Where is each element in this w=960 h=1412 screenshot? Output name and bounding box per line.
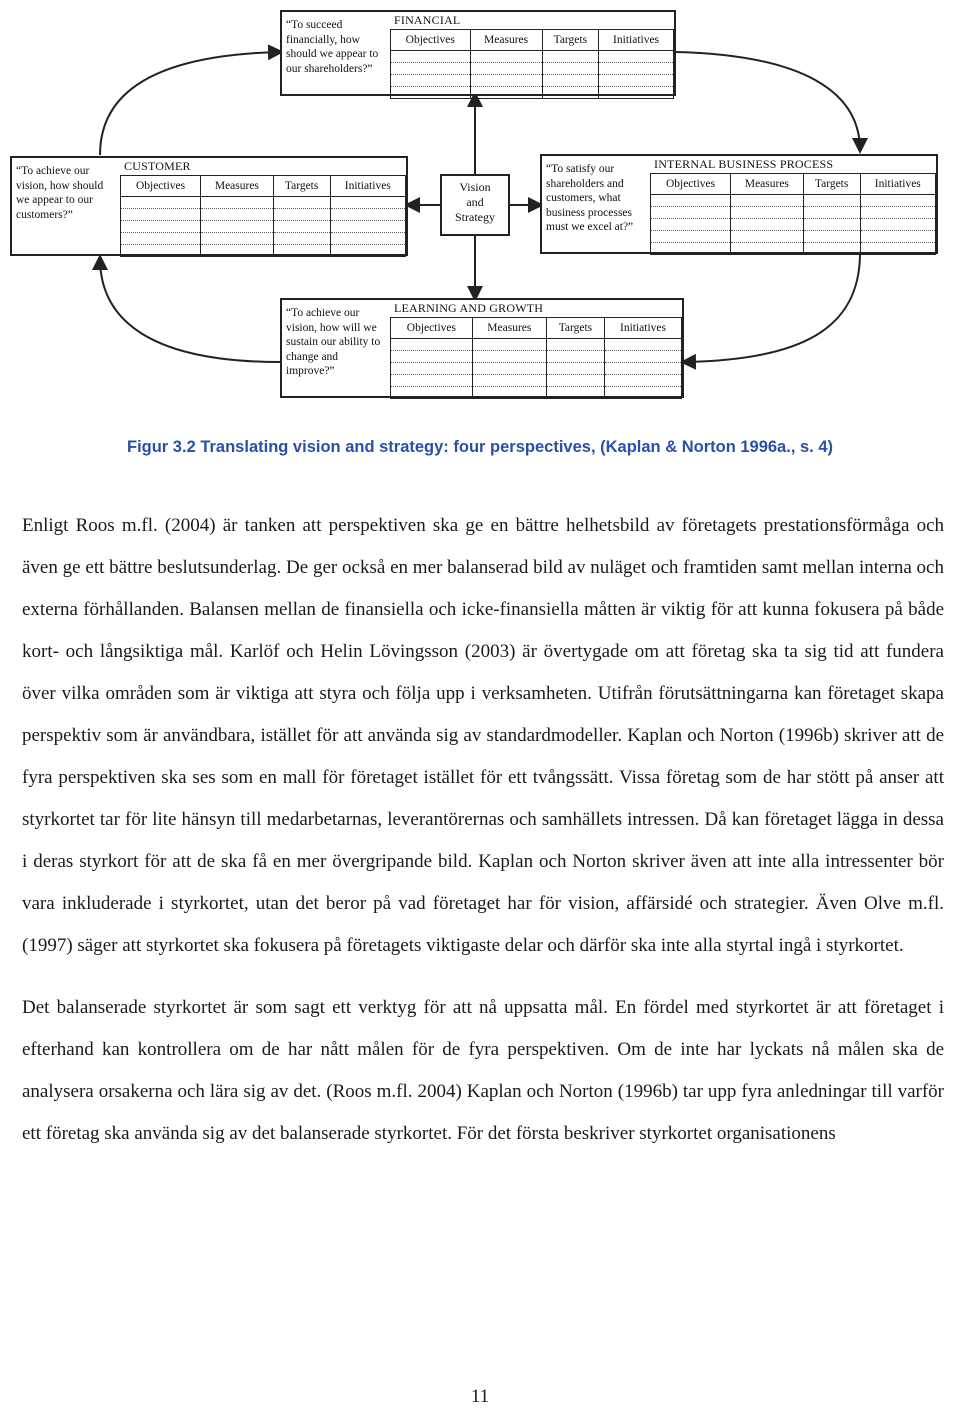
paragraph-1: Enligt Roos m.fl. (2004) är tanken att perspektiven ska ge en bättre helhetsbild av företagets prestationsförmåga och även ge ett bättre beslutsunderlag. De ger också en mer balanserad bild av nuläget och framtiden samt mellan interna och externa förhållanden. Balansen mellan de finansiella och icke-finansiella måtten är viktig för att kunna fokusera på både kort- och långsiktiga mål. Karlöf och Helin Lövingsson (2003) är övertygade om att företag ska ta sig tid att fundera över vilka områden som är viktiga att styra och följa upp i verksamheten. Utifrån förutsättningarna kan företaget skapa perspektiv som är användbara, istället för att använda sig av standardmodeller. Kaplan och Norton (1996b) skriver att de fyra perspektiven ska ses som en mall för företaget istället för ett tvångssätt. Vissa företag som de har stött på anser att styrkortet tar för lite hänsyn till medarbetarnas, leverantörernas och samhällets intressen. Då kan företaget lägga in dessa i deras styrkort för att de ska få en mer övergripande bild. Kaplan och Norton skriver även att inte alla intressenter bör vara inkluderade i styrkortet, utan det beror på vad företaget har för vision, affärsidé och strategier. Även Olve m.fl. (1997) säger att styrkortet ska fokusera på företagets viktigaste delar och därför ska inte alla styrtal ingå i styrkortet. (22, 515, 944, 956)
customer-col-targets: Targets (273, 176, 330, 197)
financial-perspective-card (280, 10, 676, 96)
customer-title: CUSTOMER (124, 159, 191, 173)
financial-col-initiatives: Initiatives (599, 30, 674, 51)
financial-col-objectives: Objectives (391, 30, 471, 51)
connector-learning-to-customer (100, 258, 280, 362)
internal-panel (650, 156, 936, 252)
learning-col-measures: Measures (472, 318, 546, 339)
vision-line-2: and (466, 195, 484, 209)
vision-strategy-box (440, 174, 510, 236)
internal-question: “To satisfy our shareholders and customers, what business processes must we excel at?” (546, 163, 634, 233)
internal-col-objectives: Objectives (651, 174, 731, 195)
financial-col-targets: Targets (542, 30, 599, 51)
customer-perspective-card (10, 156, 408, 256)
connector-financial-to-internal (676, 52, 860, 150)
body-text (22, 505, 944, 1155)
financial-table (390, 29, 674, 99)
vision-line-3: Strategy (455, 210, 495, 224)
customer-question: “To achieve our vision, how should we appear to our customers?” (16, 165, 104, 221)
learning-col-initiatives: Initiatives (604, 318, 681, 339)
internal-col-measures: Measures (731, 174, 804, 195)
learning-question: “To achieve our vision, how will we sustain our ability to change and improve?” (286, 307, 381, 377)
financial-col-measures: Measures (470, 30, 542, 51)
learning-table (390, 317, 682, 399)
internal-table (650, 173, 936, 255)
figure-caption: Figur 3.2 Translating vision and strategy: four perspectives, (Kaplan & Norton 1996a., s. 4) (126, 438, 834, 456)
connector-internal-to-learning (684, 253, 860, 362)
learning-title: LEARNING AND GROWTH (394, 301, 544, 315)
customer-col-objectives: Objectives (121, 176, 201, 197)
learning-col-objectives: Objectives (391, 318, 473, 339)
vision-line-1: Vision (459, 180, 491, 194)
customer-col-initiatives: Initiatives (330, 176, 405, 197)
learning-growth-perspective-card (280, 298, 684, 398)
financial-panel (390, 12, 674, 94)
learning-panel (390, 300, 682, 396)
financial-question: “To succeed financially, how should we appear to our shareholders?” (286, 19, 379, 75)
paragraph-2: Det balanserade styrkortet är som sagt ett verktyg för att nå uppsatta mål. En fördel med styrkortet är att företaget i efterhand kan kontrollera om de har nått målen för de fyra perspektiven. Om de inte har lyckats nå målen ska de analysera orsakerna och lära sig av det. (Roos m.fl. 2004) Kaplan och Norton (1996b) tar upp fyra anledningar till varför ett företag ska använda sig av det balanserade styrkortet. För det första beskriver styrkortet organisationens (22, 997, 944, 1144)
internal-col-initiatives: Initiatives (860, 174, 935, 195)
customer-table (120, 175, 406, 257)
internal-title: INTERNAL BUSINESS PROCESS (654, 157, 834, 171)
customer-col-measures: Measures (201, 176, 274, 197)
customer-panel (120, 158, 406, 254)
internal-process-perspective-card (540, 154, 938, 254)
page-number: 11 (470, 1386, 490, 1407)
financial-title: FINANCIAL (394, 13, 461, 27)
internal-col-targets: Targets (803, 174, 860, 195)
learning-col-targets: Targets (546, 318, 604, 339)
connector-customer-to-financial (100, 52, 280, 155)
balanced-scorecard-figure (0, 0, 960, 410)
